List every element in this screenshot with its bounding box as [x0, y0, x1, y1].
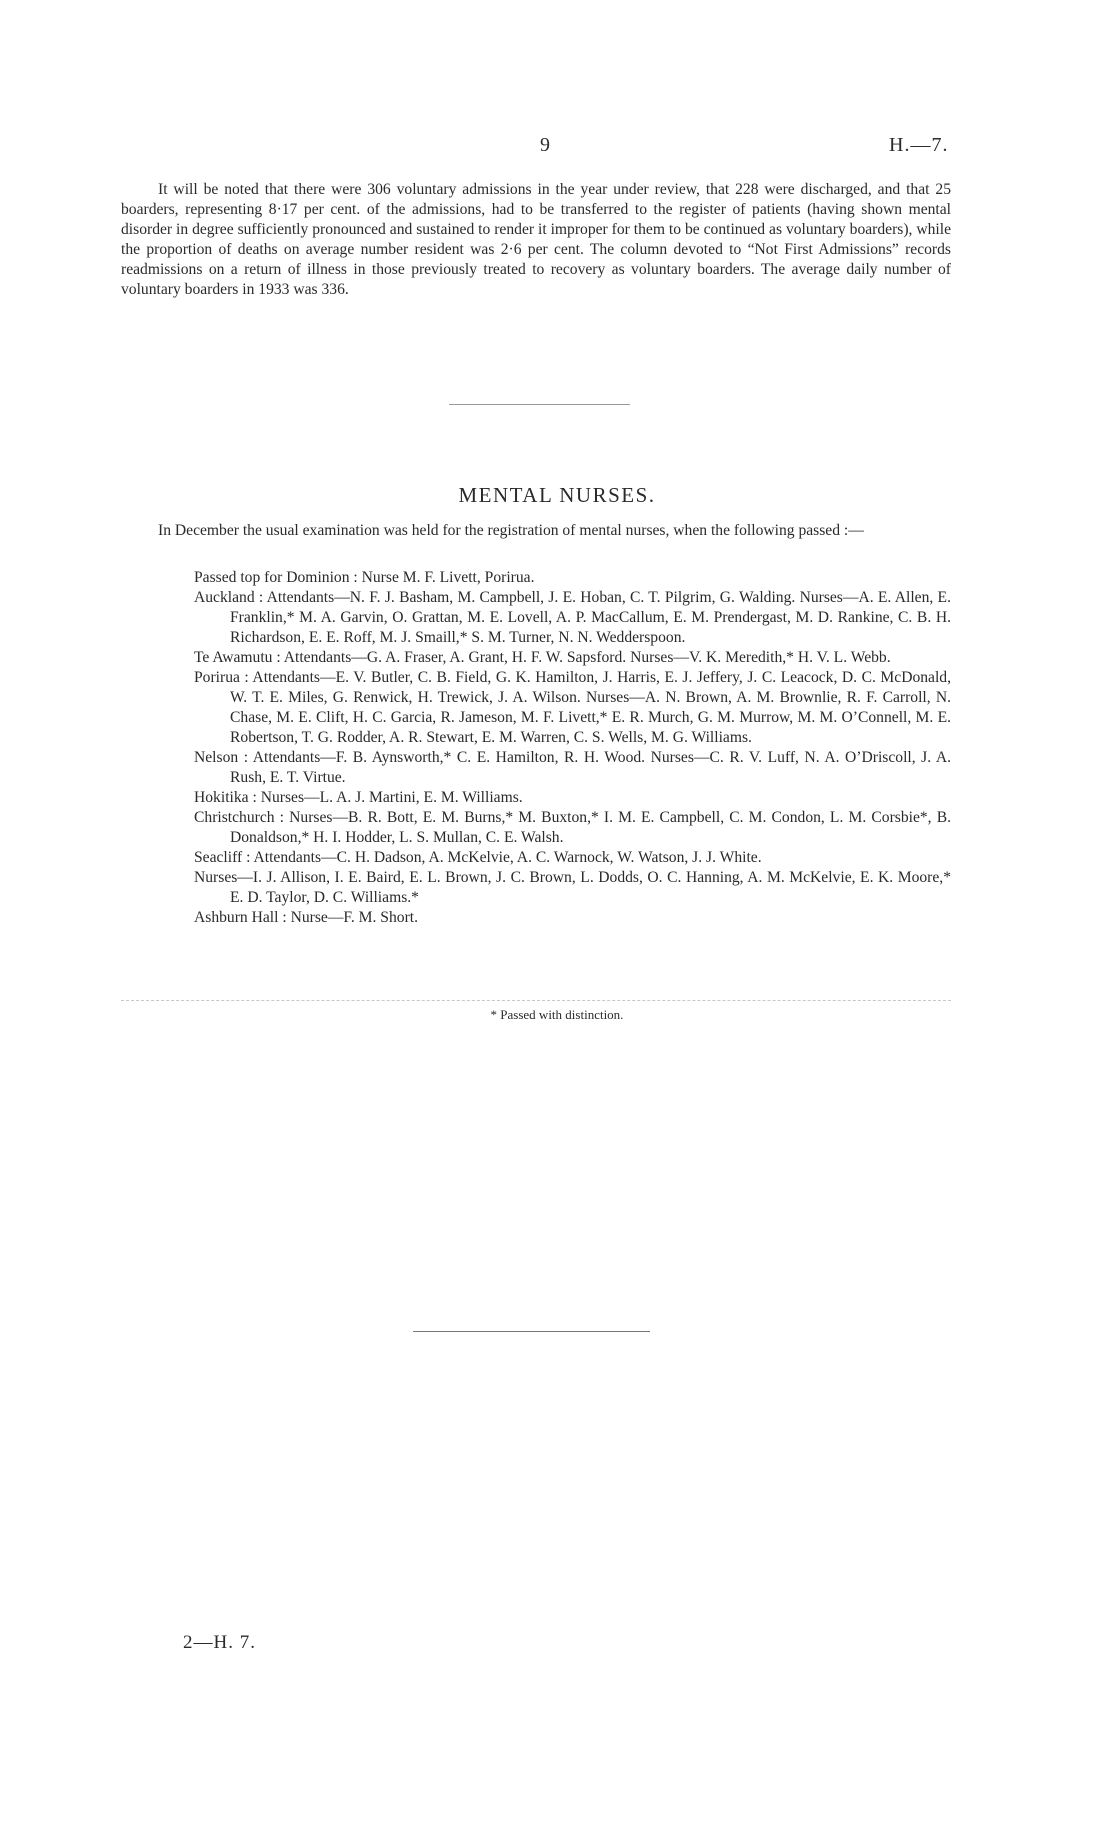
- end-divider: [413, 1331, 650, 1332]
- list-item: Ashburn Hall : Nurse—F. M. Short.: [194, 909, 418, 926]
- list-item: Auckland : Attendants—N. F. J. Basham, M. Campbell, J. E. Hoban, C. T. Pilgrim, G. Walding. Nurses—A. E. Allen, E. Franklin,* M. A. Garvin, O. Grattan, M. E. Lovell, A. P. MacCallum, E. M. Prendergast, M. D. Rankine, C. B. H. Richardson, E. E. Roff, M. J. Smaill,* S. M. Turner, N. N. Wedderspoon.: [194, 589, 951, 646]
- section-intro: In December the usual examination was held for the registration of mental nurses, when the following passed :—: [158, 522, 864, 539]
- section-title: MENTAL NURSES.: [458, 483, 656, 507]
- list-item: Seacliff : Attendants—C. H. Dadson, A. McKelvie, A. C. Warnock, W. Watson, J. J. White.: [194, 849, 762, 866]
- list-item: Passed top for Dominion : Nurse M. F. Livett, Porirua.: [194, 569, 535, 586]
- document-reference: H.—7.: [889, 134, 949, 156]
- list-item: Porirua : Attendants—E. V. Butler, C. B. Field, G. K. Hamilton, J. Harris, E. J. Jeffery, J. C. Leacock, D. C. McDonald, W. T. E. Miles, G. Renwick, H. Trewick, J. A. Wilson. Nurses—A. N. Brown, A. M. Brownlie, R. F. Carroll, N. Chase, M. E. Clift, H. C. Garcia, R. Jameson, M. F. Livett,* E. R. Murch, G. M. Murrow, M. M. O’Connell, M. E. Robertson, T. G. Rodder, A. R. Stewart, E. M. Warren, C. S. Wells, M. G. Williams.: [194, 669, 951, 746]
- footnote: * Passed with distinction.: [490, 1007, 624, 1022]
- section-divider: [449, 404, 630, 405]
- signature-mark: 2—H. 7.: [183, 1632, 256, 1653]
- list-item: Nelson : Attendants—F. B. Aynsworth,* C. E. Hamilton, R. H. Wood. Nurses—C. R. V. Luff, N. A. O’Driscoll, J. A. Rush, E. T. Virtue.: [194, 749, 951, 786]
- list-item: Nurses—I. J. Allison, I. E. Baird, E. L. Brown, J. C. Brown, L. Dodds, O. C. Hanning, A. M. McKelvie, E. K. Moore,* E. D. Taylor, D. C. Williams.*: [194, 869, 951, 906]
- intro-paragraph: It will be noted that there were 306 voluntary admissions in the year under review, that 228 were discharged, and that 25 boarders, representing 8·17 per cent. of the admissions, had to be transferred to the register of patients (having shown mental disorder in degree sufficiently pronounced and sustained to render it improper for them to be continued as voluntary boarders), while the proportion of deaths on average number resident was 2·6 per cent. The column devoted to “Not First Admissions” records readmissions on a return of illness in those previously treated to recovery as voluntary boarders. The average daily number of voluntary boarders in 1933 was 336.: [121, 181, 951, 298]
- page-number: 9: [540, 134, 550, 156]
- footnote-divider: [121, 1000, 951, 1001]
- list-item: Hokitika : Nurses—L. A. J. Martini, E. M. Williams.: [194, 789, 523, 806]
- passed-list: [194, 568, 951, 928]
- list-item: Christchurch : Nurses—B. R. Bott, E. M. Burns,* M. Buxton,* I. M. E. Campbell, C. M. Condon, L. M. Corsbie*, B. Donaldson,* H. I. Hodder, L. S. Mullan, C. E. Walsh.: [194, 809, 951, 846]
- list-item: Te Awamutu : Attendants—G. A. Fraser, A. Grant, H. F. W. Sapsford. Nurses—V. K. Meredith,* H. V. L. Webb.: [194, 649, 891, 666]
